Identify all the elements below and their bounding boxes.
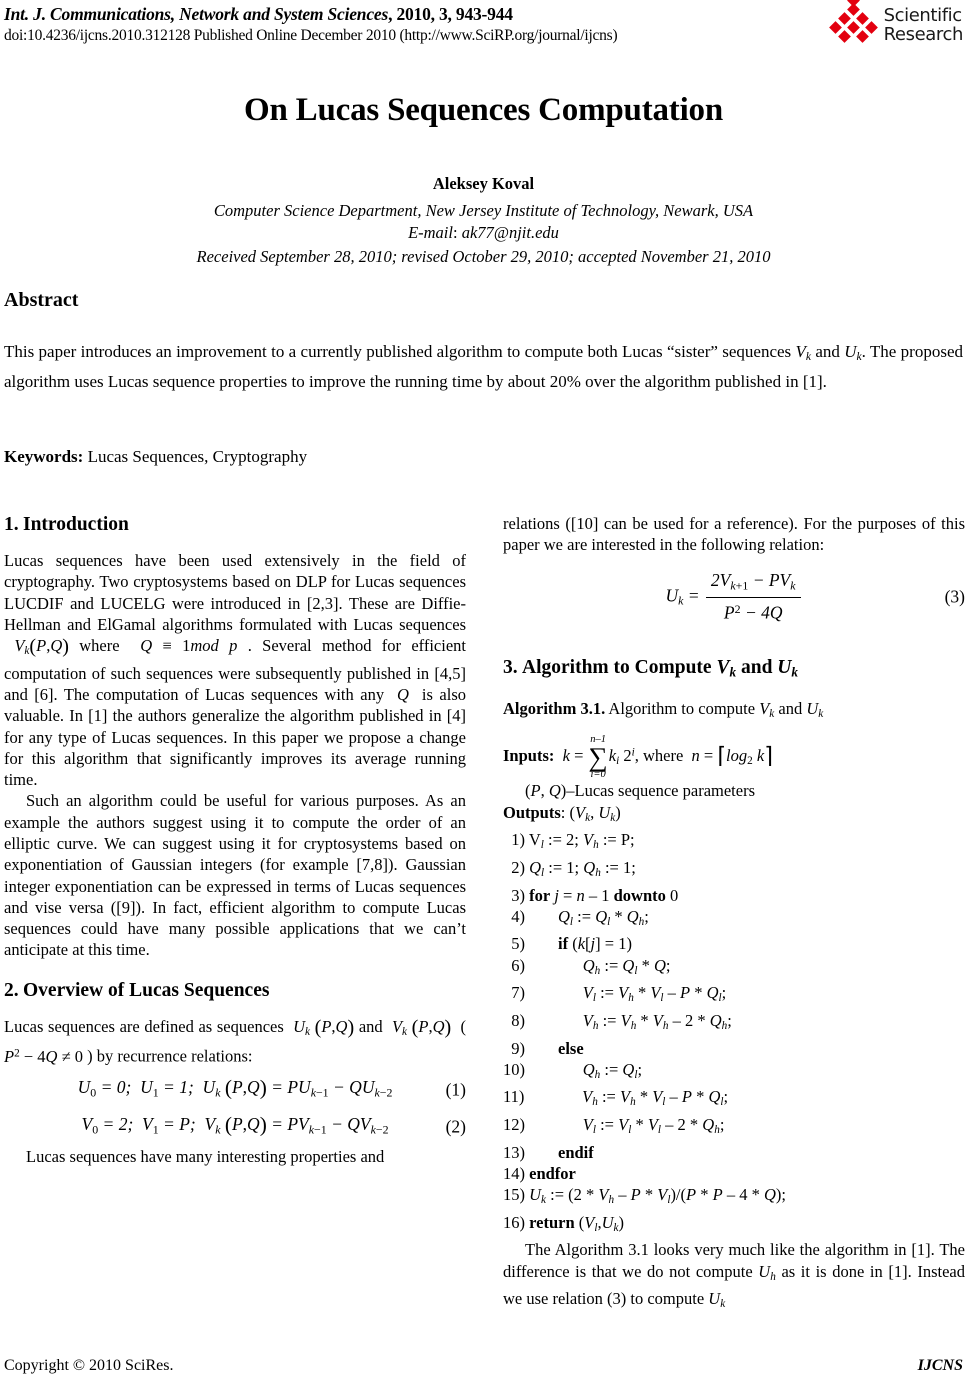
math-uh: $U_h$ (758, 1261, 776, 1283)
algorithm-step: 1) $V_l$ := 2; $V_h$ := P; (503, 830, 635, 852)
algorithm-label: Algorithm 3.1. (503, 698, 606, 718)
algorithm-step: 11) $V_h$ := $V_h * V_l$ – P * $Q_l$; (503, 1087, 729, 1109)
math-inputs-k: k = n–1 ∑ i=0 $k_i$ 2$^i$ (554, 734, 635, 781)
math-uk-caption: $U_k$ (806, 698, 824, 721)
logo-wordmark (884, 6, 963, 44)
section-title-3b: and (736, 657, 778, 679)
right-paragraph-1: relations ([10] can be used for a reference). For the purposes of this paper we are interested in the following relation: (503, 514, 965, 555)
algorithm-step: 12) $V_l$ := $V_l * V_l - 2 * Q_h$; (503, 1115, 725, 1137)
algorithm-step: 10) $Q_h$ := $Q_l$; (503, 1059, 643, 1082)
math-vk-pq-2: $V_k$ (P,Q) (387, 1016, 452, 1039)
equation-2 (4, 1114, 466, 1141)
math-vk-pq: $V_k(P,Q)$ (4, 635, 69, 658)
algorithm-outputs-line: Outputs: ($V_k$, $U_k$) (503, 802, 621, 825)
algorithm-caption-a: Algorithm to compute (605, 698, 760, 718)
section-number-3: 3. (503, 657, 518, 679)
algorithm-step: 16) return $(V_l,U_k)$ (503, 1212, 625, 1235)
overview-p1-c: ( (455, 1016, 467, 1036)
algorithm-inputs-line: Inputs: k = n–1 ∑ i=0 $k_i$ 2$^i$, where $n = ⌈\log_2$ k⌉ (503, 734, 773, 781)
overview-p1-d: ) by recurrence relations: (83, 1046, 253, 1066)
journal-doi-line: doi:10.4236/ijcns.2010.312128 Published Online December 2010 (http://www.SciRP.org/journal/ijcns) (4, 27, 618, 44)
inputs-label: Inputs (503, 746, 549, 766)
equation-1-tag: (1) (445, 1079, 466, 1100)
math-inputs-n: $n = ⌈\log_2$ k⌉ (691, 743, 773, 769)
left-column (4, 513, 466, 1167)
equation-3-tag: (3) (944, 586, 965, 607)
overview-p1-a: Lucas sequences are defined as sequences (4, 1016, 289, 1036)
math-outputs-vk: $V_k$ (575, 802, 591, 825)
math-uk-pq: $U_k$ (P,Q) (288, 1016, 355, 1039)
intro-p1-c: . Several method for efficient computation of such sequences were subsequently published in [4,5] and [6]. The computation of Lucas sequences with any (4, 636, 467, 704)
email-address: ak77@njit.edu (461, 223, 559, 242)
section-heading-algorithm (503, 656, 965, 684)
copyright-text: Copyright © 2010 SciRes. (4, 1357, 174, 1374)
closing-text-a: The Algorithm 3.1 looks very much like the algorithm in [1]. The difference is that we do not compute (503, 1240, 965, 1281)
abstract-part-1: This paper introduces an improvement to a currently published algorithm to compute both Lucas “sister” sequences (4, 342, 796, 361)
section-title-2: Overview of Lucas Sequences (23, 979, 270, 1001)
algorithm-step: 13) endif (503, 1142, 594, 1162)
algorithm-step: 8) $V_h$ := $V_h * V_h - 2 * Q_h$; (503, 1010, 732, 1033)
section-title-3a: Algorithm to Compute (522, 657, 717, 679)
abstract-part-3: . The proposed algorithm uses Lucas sequence properties to improve the running time by about 20% over the algorithm published in [1]. (4, 342, 964, 391)
equation-2-body: $V_0 = 2$; $V_1 = P$; $V_k$ $(P,Q) = PV_{k-1} - QV_{k-2}$ (81, 1112, 389, 1137)
math-q-mod-p: Q ≡ 1mod p (129, 636, 248, 656)
algorithm-caption (503, 698, 965, 726)
sum-upper-limit: n–1 (590, 734, 607, 746)
math-uk-heading: $U_k$ (777, 657, 799, 680)
overview-paragraph-2: Lucas sequences have many interesting properties and (26, 1147, 385, 1167)
algorithm-step: 5) if (k[j] = 1) (503, 934, 632, 954)
abstract-part-2: and (811, 342, 845, 361)
algorithm-step: 14) endfor (503, 1163, 576, 1183)
abstract-heading: Abstract (4, 289, 79, 311)
email-label: E-mail (408, 223, 453, 242)
scientific-research-logo (831, 4, 963, 46)
outputs-label: Outputs (503, 802, 561, 822)
author-email-line: E-mail: ak77@njit.edu (408, 223, 559, 242)
page-title: On Lucas Sequences Computation (244, 92, 723, 128)
algorithm-step: 3) for j = n – 1 downto 0 (503, 885, 679, 905)
equation-1 (4, 1077, 466, 1104)
algorithm-step: 2) $Q_l$ := 1; $Q_h$ := 1; (503, 857, 636, 880)
section-number-2: 2. (4, 979, 19, 1001)
algorithm-closing-paragraph: The Algorithm 3.1 looks very much like the algorithm in [1]. The difference is that we do not compute $U_h$ as it is done in [1]. Instead we use relation (3) to compute $U_k$ (503, 1240, 966, 1311)
diamond-logo-icon (831, 4, 877, 46)
journal-issue: , 2010, 3, 943-944 (388, 4, 513, 24)
algorithm-step: 9) else (503, 1038, 584, 1058)
keywords-line (4, 447, 963, 467)
equation-1-body: $U_0 = 0$; $U_1 = 1$; $U_k$ $(P,Q) = PU_{k-1} - QU_{k-2}$ (77, 1075, 393, 1100)
math-uk-closing: $U_k$ (708, 1289, 726, 1311)
math-uk: $U_k$ (844, 342, 862, 364)
keywords-value: Lucas Sequences, Cryptography (83, 447, 308, 466)
intro-p1-d: is also valuable. In [1] the authors generalize the algorithm published in [4] for any type of Lucas sequences. In this paper we propose a change for this algorithm that significantly improves its average running time. (4, 684, 467, 790)
intro-p1-a: Lucas sequences have been used extensively in the field of cryptography. Two cryptosystems based on DLP for Lucas sequences LUCDIF and LUCELG were introduced in [2,3]. These are Diffie-Hellman and ElGamal algorithms formulated with Lucas sequences (4, 551, 466, 634)
abstract-text (4, 340, 963, 394)
math-vk-caption: $V_k$ (759, 698, 775, 721)
math-vk-heading: $V_k$ (716, 657, 737, 680)
intro-paragraph-2: Such an algorithm could be useful for various purposes. As an example the authors suggest using it to compute the order of an elliptic curve. We can suggest using it for cryptosystems based on exponentiation of Gaussian integers (for example [7,8]). Gaussian integer exponentiation can be expressed in terms of Lucas sequences and vise versa ([9]). In fact, efficient algorithm to compute Lucas sequences could have many possible applications that we can’t anticipate at this time. (4, 791, 466, 960)
author-name: Aleksey Koval (432, 174, 535, 193)
math-discriminant: $P^2 - 4Q \ne 0$ (4, 1046, 83, 1066)
journal-title: Int. J. Communications, Network and System Sciences (4, 4, 389, 24)
logo-line-2: Research (883, 24, 963, 45)
equation-3-fraction: $\frac{2V_{k+1} - PV_k}{P^2 - 4Q}$ (706, 570, 801, 625)
equation-2-tag: (2) (445, 1116, 466, 1137)
section-title-1: Introduction (23, 514, 129, 535)
section-heading-overview (4, 979, 466, 1002)
journal-abbrev: IJCNS (917, 1357, 963, 1374)
journal-masthead (4, 4, 963, 56)
algorithm-step: 7) $V_l$ := $V_h * V_l$ – P * $Q_l$; (503, 983, 727, 1005)
params-text: –Lucas sequence parameters (566, 781, 756, 801)
page-footer (4, 1357, 963, 1375)
inputs-colon: : (548, 746, 555, 766)
intro-p1-b: where (68, 636, 130, 656)
math-outputs-uk: $U_k$ (598, 802, 616, 825)
right-column (503, 513, 965, 1316)
algorithm-steps-list (503, 829, 965, 1239)
section-number-1: 1. (4, 514, 19, 535)
logo-line-1: Scientific (883, 5, 962, 26)
math-q: Q (390, 684, 416, 704)
algorithm-step: 15) $U_k$ := ($2 * V_h$ – P * $V_l)/(P$ * P – 4 * Q); (503, 1185, 786, 1207)
overview-p1-b: and (354, 1016, 388, 1036)
equation-3-body: $U_k$ = $\frac{2V_{k+1} - PV_k}{P^2 - 4Q}$ (665, 570, 802, 625)
algorithm-step: 6) $Q_h$ := $Q_l$ * Q; (503, 955, 671, 978)
math-pq-params: (P, Q) (525, 781, 567, 801)
journal-title-line (4, 4, 963, 25)
math-vk: $V_k$ (795, 342, 812, 364)
overview-paragraph-1 (4, 1016, 466, 1067)
algorithm-params-line (503, 780, 965, 801)
algorithm-step: 4) $Q_l$ := $Q_l * Q_h$; (503, 906, 649, 929)
sum-lower-limit: i=0 (590, 769, 606, 781)
intro-paragraph-1 (4, 550, 466, 790)
keywords-label: Keywords: (4, 447, 84, 466)
spacer-before-section-3 (503, 642, 965, 656)
spacer-before-section-2 (4, 961, 466, 979)
equation-3 (503, 570, 965, 625)
received-dates: Received September 28, 2010; revised October 29, 2010; accepted November 21, 2010 (196, 247, 771, 266)
section-heading-introduction (4, 513, 466, 536)
summation-symbol: n–1 ∑ i=0 (588, 734, 608, 781)
author-affiliation: Computer Science Department, New Jersey Institute of Technology, Newark, USA (213, 201, 754, 220)
algorithm-caption-b: and (774, 698, 807, 718)
